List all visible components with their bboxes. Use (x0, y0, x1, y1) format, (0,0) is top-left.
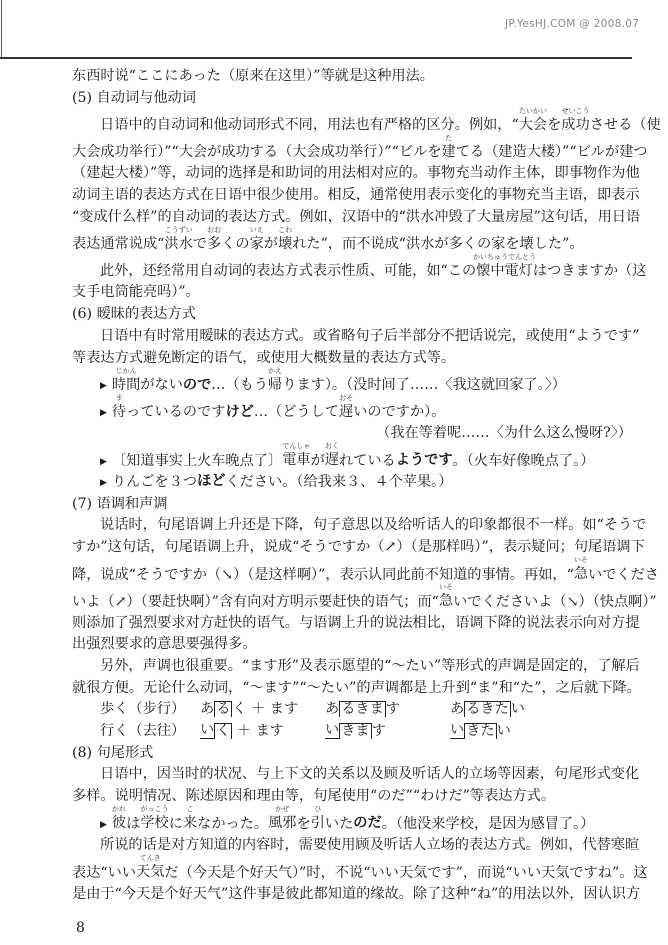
accent-table-cell (100, 721, 185, 743)
furigana: でんしゃ (282, 442, 311, 451)
text-run: い (496, 723, 511, 740)
ruby-word (268, 805, 297, 832)
text-run: あ (200, 701, 215, 718)
text-run: に (168, 815, 183, 832)
header-rule (0, 57, 632, 59)
ruby-base: 遅 (324, 452, 339, 469)
text-run: 所说的话是对方知道的内容时，需要使用顾及听话人立场的表达方式。例如，代替寒暄 (100, 836, 640, 853)
text-line (72, 634, 632, 656)
text-run: ＋ ます (232, 723, 284, 740)
pitch-mark (339, 723, 371, 739)
text-run: で (192, 236, 207, 253)
ruby-base: 電車 (282, 452, 311, 469)
text-run: 等表达方式避免断定的语气，或使用大概数量的表达方式等。 (72, 349, 456, 366)
furigana: せいこう (561, 106, 590, 115)
page-body (72, 66, 661, 905)
furigana: おく (324, 442, 339, 451)
text-line (72, 393, 632, 423)
text-run: 〔知道事实上火车晚点了〕 (111, 452, 283, 469)
text-line (72, 163, 640, 185)
text-run: っているのです (126, 404, 226, 421)
pitch-mark (214, 701, 232, 717)
text-run: がない (140, 377, 183, 394)
ruby-base: ようです (395, 452, 453, 469)
emphasis (353, 815, 381, 832)
ruby-base: 多 (206, 235, 222, 252)
text-line (72, 884, 641, 906)
ruby-word (268, 366, 283, 394)
text-run: (7) 语调和声调 (72, 495, 168, 512)
accent-table-cell (450, 721, 511, 743)
text-run: 表达通常说成“ (72, 236, 165, 253)
ruby-base: きた (466, 723, 495, 740)
text-run: りんごを３つ (111, 473, 198, 490)
text-run: させる（使 (589, 117, 661, 134)
ruby-base: 時間 (111, 376, 141, 393)
text-run: いのですか）。 (353, 404, 446, 421)
ruby-base: 家 (249, 235, 264, 252)
text-run: 东西时说“ここにあった（原来在这里）”等就是这种用法。 (72, 68, 434, 84)
text-line (72, 88, 632, 110)
furigana: こわ (278, 225, 293, 234)
ruby-base: 急 (438, 593, 454, 610)
watermark: JP.YesHJ.COM @ 2008.07 (505, 18, 640, 30)
emphasis (396, 452, 453, 469)
text-run: 大会成功举行）”“大会が成功する（大会成功举行）”“ビルを (72, 144, 442, 161)
text-run: ります）。（没时间了……〈我这就回家了。〉） (282, 377, 566, 394)
furigana: た (445, 133, 453, 142)
text-run: 表达“いい (72, 864, 137, 881)
text-run: あ (325, 701, 340, 718)
furigana: ま (115, 393, 123, 402)
text-line (72, 133, 648, 163)
text-run: …（どうして (253, 404, 339, 421)
text-run: なかった。 (197, 815, 269, 832)
ruby-base: けど (225, 403, 254, 420)
ruby-base: 引 (310, 815, 325, 832)
ruby-word (561, 106, 590, 134)
ruby-word (518, 106, 548, 134)
furigana: がっこう (140, 805, 169, 814)
bullet-icon: ▶ (100, 408, 107, 419)
pitch-mark (200, 723, 214, 739)
text-line (72, 537, 645, 559)
text-line (72, 348, 632, 370)
pitch-mark (450, 723, 464, 739)
ruby-base: ので (182, 376, 212, 393)
ruby-base: 懐中電灯 (476, 262, 533, 279)
text-line (72, 304, 632, 326)
accent-table-cell (200, 699, 298, 721)
bullet-icon: ▶ (100, 456, 107, 467)
text-run: れている (338, 452, 396, 469)
ruby-base: い (450, 722, 465, 739)
text-run: 则添加了强烈要求对方赶快的语气。与语调上升的说法相比，语调下降的说法表示向对方提 (72, 614, 640, 631)
text-run: 动词主语的表达方式在日语中很少使用。相反，通常使用表示变化的事物充当主语，即表示 (72, 187, 640, 204)
bullet-icon: ▶ (100, 381, 107, 392)
text-line (72, 678, 641, 700)
text-run: いでくださいよ（↘）（快点啊）” (453, 593, 657, 610)
text-run: い (510, 701, 525, 718)
ruby-word (310, 805, 325, 832)
pitch-mark (464, 723, 496, 739)
ruby-base: 彼 (111, 815, 127, 832)
text-run: 说话时，句尾语调上升还是下降，句子意思以及给听话人的印象都很不一样。如“そうで (100, 517, 647, 534)
text-run: いよ（↗）（要赶快啊）”含有向对方明示要赶快的语气；而“ (72, 593, 439, 610)
accent-table-cell (200, 721, 284, 743)
ruby-word (136, 854, 165, 881)
text-run: 日语中有时常用暧昧的表达方式。或省略句子后半部分不把话说完，或使用“ようです” (100, 327, 640, 344)
accent-table-cell (100, 699, 185, 721)
text-line (72, 583, 657, 613)
ruby-word (111, 393, 127, 421)
furigana: ひ (314, 805, 322, 814)
accent-table-cell (450, 699, 525, 721)
text-run: れた”，而不说成“洪水が多くの家を壊した”。 (292, 236, 584, 253)
ruby-word (249, 225, 264, 253)
ruby-base: 急 (573, 566, 589, 583)
page-edge-line (1, 0, 2, 58)
ruby-base: のだ (353, 815, 382, 832)
ruby-word (164, 225, 193, 253)
text-run: 。（火车好像晚点了。） (452, 452, 595, 469)
ruby-word (324, 442, 339, 469)
furigana: かえ (268, 366, 283, 375)
text-line (72, 66, 632, 88)
ruby-base: く (216, 723, 231, 740)
furigana: かれ (112, 805, 127, 814)
emphasis (183, 377, 211, 394)
furigana: おそ (339, 393, 354, 402)
text-run: 日语中，因当时的状况、与上下文的关系以及顾及听话人的立场等因素，句尾形式变化 (100, 766, 640, 783)
text-run: だ（今天是个好天气）”时，不说“いい天気です”，而说“いい天気ですね”。这 (164, 864, 648, 881)
text-line (72, 656, 640, 678)
text-line (72, 106, 661, 136)
text-run: 此外，还经常用自动词的表达方式表示性质、可能，如“この (100, 263, 477, 280)
text-run: 是由于“今天是个好天气”这件事是彼此都知道的缘故。除了这种“ね”的用法以外，因认识方 (72, 885, 641, 902)
ruby-base: きま (341, 723, 370, 740)
ruby-word (111, 366, 141, 394)
pitch-mark (325, 723, 339, 739)
text-line (72, 252, 647, 282)
pitch-mark (214, 723, 232, 739)
text-line (72, 764, 640, 786)
furigana: たいかい (518, 106, 547, 115)
text-run: す (371, 723, 386, 740)
text-run: てる（建造大楼）”“ビルが建つ (455, 144, 648, 161)
furigana: いそ (573, 556, 588, 565)
text-line (72, 743, 632, 765)
furigana: かいちゅうでんとう (473, 252, 537, 261)
text-run: 出强烈要求的意思要强得多。 (72, 636, 257, 653)
bullet-icon: ▶ (100, 477, 107, 488)
text-line (72, 854, 648, 884)
text-line (72, 699, 632, 721)
ruby-word (573, 556, 589, 583)
text-run: 多样。说明情况、陈述原因和理由等，句尾使用“のだ”“わけだ”等表达方式。 (72, 788, 556, 805)
accent-table-cell (325, 699, 400, 721)
text-run: 日语中的自动词和他动词形式不同，用法也有严格的区分。例如，“ (100, 117, 519, 134)
text-line (72, 721, 632, 743)
text-run: す (385, 701, 400, 718)
accent-table-cell (325, 721, 386, 743)
bullet-icon: ▶ (100, 819, 107, 830)
ruby-base: 洪水 (164, 235, 193, 252)
text-line (72, 326, 640, 348)
ruby-base: 建 (441, 143, 456, 160)
text-run: “变成什么样”的自动词的表达方式。例如，汉语中的“洪水冲毁了大量房屋”这句话，用日语 (72, 208, 641, 225)
text-run: …（もう (211, 377, 269, 394)
text-line (72, 515, 647, 537)
ruby-base: 大会 (518, 116, 548, 133)
ruby-base: い (325, 722, 340, 739)
text-line (72, 185, 640, 207)
text-line (72, 366, 632, 396)
emphasis (225, 404, 253, 421)
ruby-base: るきま (341, 701, 384, 718)
text-run: はつきますか（这 (532, 263, 647, 280)
text-run: 行く（去往） (100, 723, 186, 740)
furigana: てんき (139, 854, 161, 862)
text-run: （建起大楼）”等，动词的选择是和助词的用法相对应的。事物充当动作主体，即事物作为他 (72, 165, 640, 182)
text-line (72, 494, 632, 516)
text-run: ください。（给我来３、４个苹果。） (225, 473, 453, 490)
ruby-base: 学校 (140, 815, 169, 832)
text-line (72, 282, 632, 304)
text-line (72, 423, 632, 445)
text-run: いでくださ (588, 566, 659, 583)
pitch-mark (339, 701, 386, 717)
text-run: を (296, 815, 311, 832)
furigana: こ (186, 805, 194, 814)
ruby-base: 成功 (561, 116, 590, 133)
ruby-base: 帰 (268, 376, 283, 393)
ruby-base: 待 (111, 403, 127, 420)
furigana: こうずい (164, 225, 193, 234)
text-run: は (126, 815, 141, 832)
ruby-word (206, 225, 222, 253)
ruby-word (338, 393, 354, 421)
ruby-base: 風邪 (268, 815, 297, 832)
text-run: くの (221, 236, 250, 253)
text-run: く ＋ ます (232, 701, 299, 718)
text-line (72, 556, 659, 586)
ruby-word (111, 805, 127, 832)
ruby-base: る (216, 701, 231, 718)
ruby-word (282, 442, 311, 469)
text-run: すか”这句话，句尾语调上升，说成“そうですか（↗）（是那样吗）”，表示疑问；句尾语调下 (72, 538, 645, 555)
text-run: 歩く（步行） (100, 701, 186, 718)
text-run: (6) 暧昧的表达方式 (72, 306, 196, 323)
text-run: （我在等着呢……〈为什么这么慢呀?〉） (376, 425, 632, 442)
ruby-base: 壊 (277, 235, 293, 252)
ruby-base: るきた (466, 701, 509, 718)
pitch-mark (464, 701, 511, 717)
text-line (72, 805, 632, 835)
text-run: いた (324, 815, 354, 832)
ruby-base: い (200, 722, 215, 739)
ruby-word (140, 805, 169, 832)
text-line (72, 207, 641, 229)
text-line (72, 442, 632, 472)
text-run: 另外，声调也很重要。“ます形”及表示愿望的“～たい”等形式的声调是固定的，了解后 (100, 658, 640, 674)
text-run: 支手电筒能亮吗）”。 (72, 284, 200, 301)
text-run: あ (450, 701, 465, 718)
furigana: いそ (438, 583, 453, 592)
text-run: 降，说成“そうですか（↘）（是这样啊）”，表示认同此前不知道的事情。再如，“ (72, 566, 574, 583)
furigana: いえ (249, 225, 264, 234)
text-run: 。（他没来学校，是因为感冒了。） (381, 815, 595, 832)
text-run: 就很方便。无论什么动词，“～ます”“～たい”的声调都是上升到“ま”和“た”，之后就下降。 (72, 679, 641, 696)
page-number: 8 (76, 920, 85, 936)
ruby-base: 天気 (136, 864, 165, 880)
text-line (72, 472, 632, 494)
ruby-base: 遅 (338, 403, 354, 420)
text-run: が (263, 236, 278, 253)
text-line (72, 225, 632, 255)
ruby-word (441, 133, 456, 161)
text-run: (8) 句尾形式 (72, 744, 154, 761)
text-run: (5) 自动词与他动词 (72, 89, 196, 106)
text-line (72, 613, 640, 635)
emphasis (197, 473, 225, 490)
ruby-base: 来 (182, 815, 198, 832)
ruby-base: ほど (197, 473, 226, 490)
furigana: かぜ (275, 805, 290, 814)
ruby-word (277, 225, 293, 253)
text-run: が (310, 452, 325, 469)
furigana: じかん (115, 366, 137, 375)
ruby-word (182, 805, 198, 832)
ruby-word (438, 583, 454, 610)
ruby-word (473, 252, 537, 280)
text-run: を (547, 117, 562, 134)
furigana: おお (207, 225, 222, 234)
